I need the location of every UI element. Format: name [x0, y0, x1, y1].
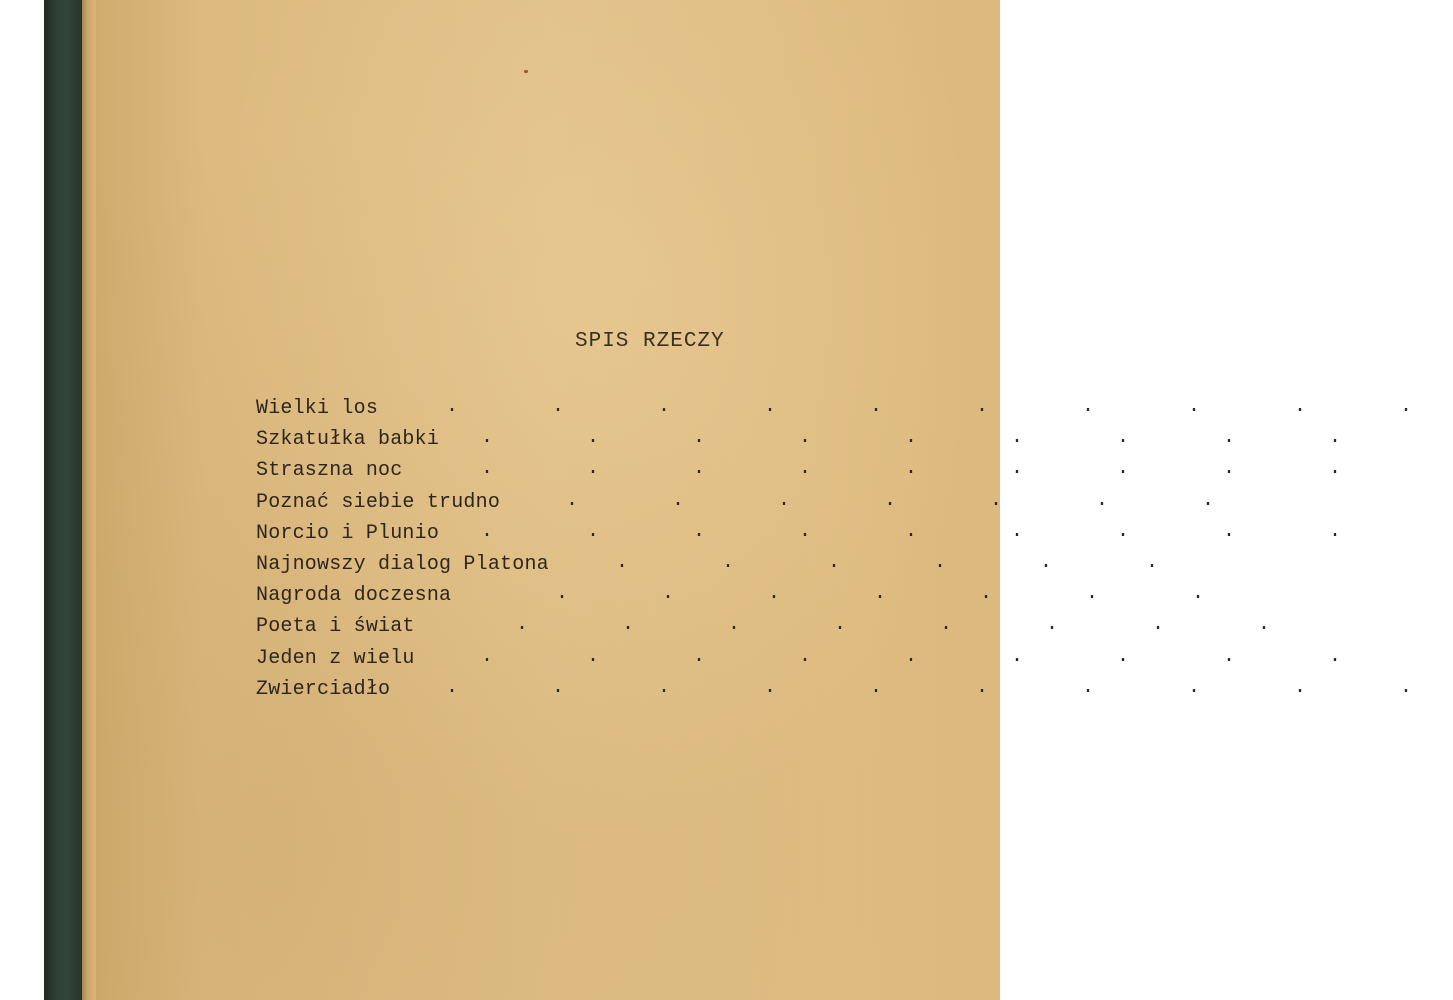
table-of-contents: [256, 395, 1453, 707]
toc-entry: [256, 488, 1256, 520]
toc-entry: [256, 395, 1453, 426]
book-binding: [44, 0, 82, 1000]
toc-entry: [256, 613, 1312, 644]
toc-entry: [256, 644, 1383, 676]
dot-leader: . . . . . . . . .: [481, 644, 1383, 668]
toc-entry-title: Szkatułka babki: [256, 428, 440, 452]
toc-entry-title: Nagroda doczesna: [256, 584, 452, 608]
book-page: [96, 0, 1453, 1000]
toc-entry-title: Jeden z wielu: [256, 646, 415, 670]
dot-leader: . . . . . . . . . .: [446, 395, 1453, 418]
toc-entry: [256, 519, 1383, 551]
toc-entry: [256, 582, 1246, 613]
toc-entry: [256, 675, 1453, 707]
paper-speck: [524, 70, 528, 73]
dot-leader: . . . . . .: [616, 550, 1200, 574]
toc-entry-title: Poznać siebie trudno: [256, 490, 501, 514]
dot-leader: . . . . . . .: [566, 488, 1256, 512]
toc-entry-title: Poeta i świat: [256, 615, 415, 639]
toc-entry-title: Norcio i Plunio: [256, 521, 440, 545]
toc-entry-title: Najnowszy dialog Platona: [256, 552, 549, 576]
toc-entry-title: Wielki los: [256, 397, 379, 420]
toc-entry: [256, 550, 1200, 582]
page-title: SPIS RZECZY: [575, 330, 725, 353]
toc-entry-title: Straszna noc: [256, 459, 403, 483]
dot-leader: . . . . . . . . .: [481, 426, 1383, 450]
dot-leader: . . . . . . . . .: [481, 519, 1383, 543]
toc-entry: [256, 426, 1383, 457]
dot-leader: . . . . . . .: [556, 582, 1246, 606]
toc-entry: [256, 457, 1383, 488]
dot-leader: . . . . . . . .: [516, 613, 1312, 637]
dot-leader: . . . . . . . . .: [481, 457, 1383, 481]
page-edge: [82, 0, 96, 1000]
dot-leader: . . . . . . . . . .: [446, 675, 1453, 699]
toc-entry-title: Zwierciadło: [256, 677, 391, 701]
